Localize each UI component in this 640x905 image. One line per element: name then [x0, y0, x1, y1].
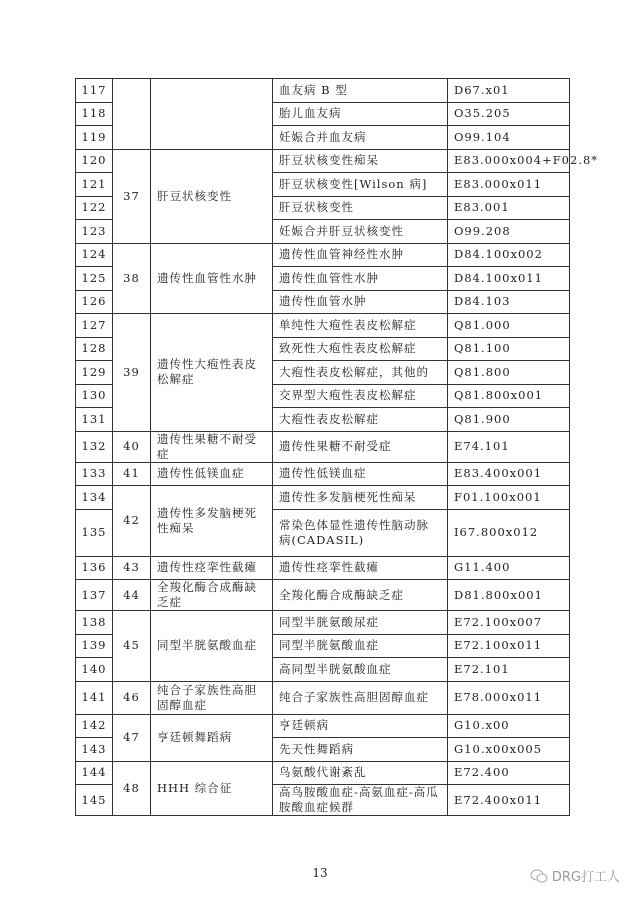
diagnosis-name-cell: 同型半胱氨酸血症 [273, 634, 448, 658]
group-number-cell: 43 [113, 556, 151, 580]
icd-code-cell: E83.400x001 [448, 462, 570, 486]
icd-code-cell: G10.x00 [448, 714, 570, 738]
disease-name-cell: 肝豆状核变性 [151, 149, 273, 243]
icd-code-cell: D84.103 [448, 290, 570, 314]
table-row [76, 243, 570, 267]
icd-code-cell: E83.001 [448, 196, 570, 220]
seq-cell: 135 [76, 509, 113, 556]
diagnosis-name-cell: 肝豆状核变性痴呆 [273, 149, 448, 173]
table-row [76, 714, 570, 738]
group-number-cell: 47 [113, 714, 151, 761]
diagnosis-name-cell: 致死性大疱性表皮松解症 [273, 337, 448, 361]
group-number-cell: 37 [113, 149, 151, 243]
disease-name-cell: 纯合子家族性高胆固醇血症 [151, 681, 273, 714]
table-row [76, 431, 570, 462]
group-number-cell: 39 [113, 314, 151, 432]
icd-code-cell: G11.400 [448, 556, 570, 580]
icd-code-cell: Q81.800 [448, 361, 570, 385]
table-row [76, 486, 570, 510]
disease-name-cell: HHH 综合征 [151, 761, 273, 816]
icd-code-cell: E78.000x011 [448, 681, 570, 714]
wechat-icon [530, 869, 548, 883]
disease-name-cell: 亨廷顿舞蹈病 [151, 714, 273, 761]
icd-code-cell: D84.100x011 [448, 267, 570, 291]
icd-code-cell: I67.800x012 [448, 509, 570, 556]
seq-cell: 137 [76, 580, 113, 611]
diagnosis-name-cell: 胎儿血友病 [273, 102, 448, 126]
seq-cell: 129 [76, 361, 113, 385]
seq-cell: 141 [76, 681, 113, 714]
icd-code-cell: O35.205 [448, 102, 570, 126]
diagnosis-name-cell: 先天性舞蹈病 [273, 738, 448, 762]
diagnosis-name-cell: 肝豆状核变性 [273, 196, 448, 220]
icd-code-cell: E74.101 [448, 431, 570, 462]
seq-cell: 120 [76, 149, 113, 173]
watermark [530, 866, 620, 885]
table-row [76, 314, 570, 338]
diagnosis-name-cell: 遗传性血管性水肿 [273, 267, 448, 291]
diagnosis-name-cell: 肝豆状核变性[Wilson 病] [273, 173, 448, 197]
disease-name-cell [151, 79, 273, 150]
seq-cell: 132 [76, 431, 113, 462]
diagnosis-name-cell: 纯合子家族性高胆固醇血症 [273, 681, 448, 714]
seq-cell: 131 [76, 408, 113, 432]
seq-cell: 139 [76, 634, 113, 658]
watermark-text: DRG打工人 [551, 870, 620, 885]
disease-name-cell: 遗传性多发脑梗死性痴呆 [151, 486, 273, 557]
group-number-cell: 46 [113, 681, 151, 714]
icd-code-cell: E72.400 [448, 761, 570, 785]
group-number-cell: 45 [113, 611, 151, 682]
group-number-cell: 42 [113, 486, 151, 557]
diagnosis-name-cell: 鸟氨酸代谢紊乱 [273, 761, 448, 785]
diagnosis-name-cell: 同型半胱氨酸尿症 [273, 611, 448, 635]
seq-cell: 128 [76, 337, 113, 361]
seq-cell: 126 [76, 290, 113, 314]
group-number-cell: 38 [113, 243, 151, 314]
seq-cell: 136 [76, 556, 113, 580]
seq-cell: 117 [76, 79, 113, 103]
icd-code-cell: Q81.900 [448, 408, 570, 432]
disease-name-cell: 遗传性血管性水肿 [151, 243, 273, 314]
group-number-cell: 48 [113, 761, 151, 816]
seq-cell: 133 [76, 462, 113, 486]
seq-cell: 138 [76, 611, 113, 635]
diagnosis-name-cell: 单纯性大疱性表皮松解症 [273, 314, 448, 338]
icd-code-cell: E72.400x011 [448, 785, 570, 816]
icd-code-cell: F01.100x001 [448, 486, 570, 510]
diagnosis-name-cell: 妊娠合并血友病 [273, 126, 448, 150]
diagnosis-name-cell: 遗传性血管水肿 [273, 290, 448, 314]
seq-cell: 145 [76, 785, 113, 816]
disease-name-cell: 全羧化酶合成酶缺乏症 [151, 580, 273, 611]
icd-code-cell: D67.x01 [448, 79, 570, 103]
page-number: 13 [312, 866, 328, 880]
icd-code-cell: Q81.800x001 [448, 384, 570, 408]
disease-code-table [75, 78, 599, 816]
disease-name-cell: 遗传性痉挛性截瘫 [151, 556, 273, 580]
table-row [76, 681, 570, 714]
group-number-cell: 44 [113, 580, 151, 611]
icd-code-cell: Q81.000 [448, 314, 570, 338]
diagnosis-name-cell: 全羧化酶合成酶缺乏症 [273, 580, 448, 611]
table-row [76, 79, 570, 103]
seq-cell: 142 [76, 714, 113, 738]
diagnosis-name-cell: 遗传性血管神经性水肿 [273, 243, 448, 267]
table-row [76, 611, 570, 635]
icd-code-cell: E83.000x004+F02.8* [448, 149, 570, 173]
icd-code-cell: O99.208 [448, 220, 570, 244]
seq-cell: 140 [76, 658, 113, 682]
diagnosis-name-cell: 交界型大疱性表皮松解症 [273, 384, 448, 408]
disease-name-cell: 遗传性低镁血症 [151, 462, 273, 486]
icd-code-cell: D84.100x002 [448, 243, 570, 267]
group-number-cell: 40 [113, 431, 151, 462]
disease-name-cell: 遗传性果糖不耐受症 [151, 431, 273, 462]
seq-cell: 118 [76, 102, 113, 126]
table-row [76, 149, 570, 173]
diagnosis-name-cell: 遗传性多发脑梗死性痴呆 [273, 486, 448, 510]
disease-name-cell: 遗传性大疱性表皮松解症 [151, 314, 273, 432]
seq-cell: 134 [76, 486, 113, 510]
table-row [76, 761, 570, 785]
icd-code-cell: E83.000x011 [448, 173, 570, 197]
diagnosis-name-cell: 大疱性表皮松解症 [273, 408, 448, 432]
icd-code-cell: D81.800x001 [448, 580, 570, 611]
diagnosis-name-cell: 常染色体显性遗传性脑动脉病(CADASIL) [273, 509, 448, 556]
seq-cell: 121 [76, 173, 113, 197]
seq-cell: 130 [76, 384, 113, 408]
icd-code-cell: G10.x00x005 [448, 738, 570, 762]
icd-code-cell: O99.104 [448, 126, 570, 150]
icd-code-cell: Q81.100 [448, 337, 570, 361]
seq-cell: 124 [76, 243, 113, 267]
table-row [76, 580, 570, 611]
seq-cell: 144 [76, 761, 113, 785]
group-number-cell: 41 [113, 462, 151, 486]
seq-cell: 123 [76, 220, 113, 244]
table-row [76, 556, 570, 580]
seq-cell: 122 [76, 196, 113, 220]
seq-cell: 119 [76, 126, 113, 150]
icd-code-cell: E72.101 [448, 658, 570, 682]
disease-name-cell: 同型半胱氨酸血症 [151, 611, 273, 682]
diagnosis-name-cell: 亨廷顿病 [273, 714, 448, 738]
diagnosis-name-cell: 高鸟胺酸血症-高氨血症-高瓜胺酸血症候群 [273, 785, 448, 816]
diagnosis-name-cell: 血友病 B 型 [273, 79, 448, 103]
diagnosis-name-cell: 大疱性表皮松解症，其他的 [273, 361, 448, 385]
seq-cell: 127 [76, 314, 113, 338]
seq-cell: 125 [76, 267, 113, 291]
diagnosis-name-cell: 妊娠合并肝豆状核变性 [273, 220, 448, 244]
table-row [76, 462, 570, 486]
diagnosis-name-cell: 高同型半胱氨酸血症 [273, 658, 448, 682]
diagnosis-name-cell: 遗传性果糖不耐受症 [273, 431, 448, 462]
icd-code-cell: E72.100x007 [448, 611, 570, 635]
diagnosis-name-cell: 遗传性痉挛性截瘫 [273, 556, 448, 580]
group-number-cell [113, 79, 151, 150]
diagnosis-name-cell: 遗传性低镁血症 [273, 462, 448, 486]
seq-cell: 143 [76, 738, 113, 762]
icd-code-cell: E72.100x011 [448, 634, 570, 658]
